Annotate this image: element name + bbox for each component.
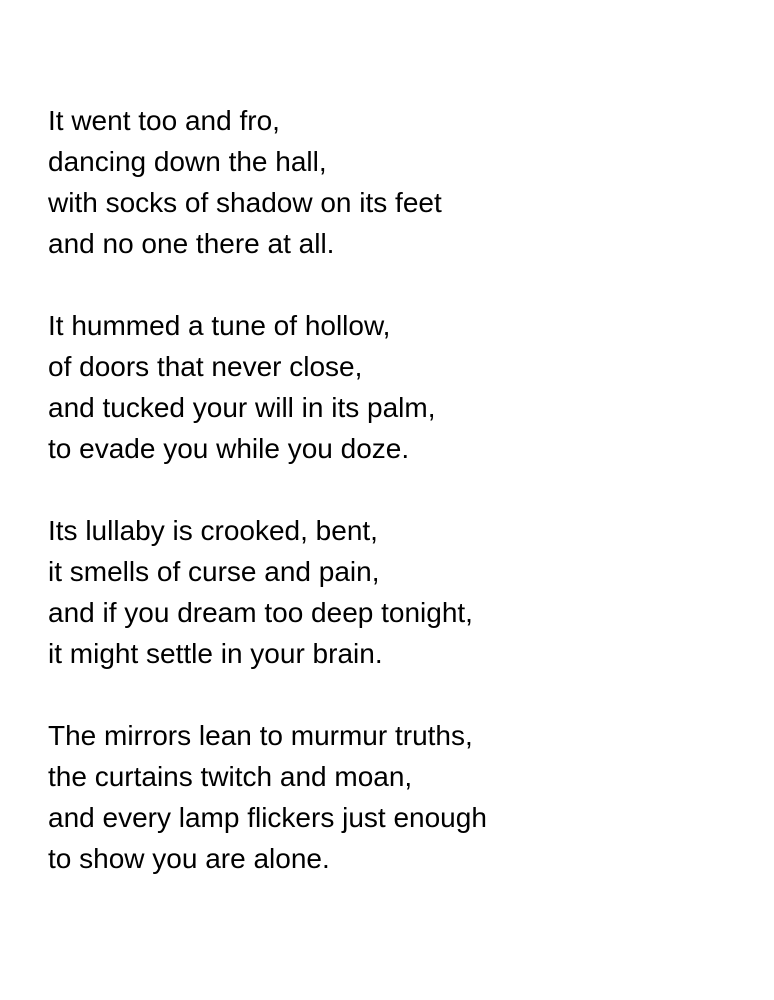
poem-body [48, 100, 748, 879]
stanza-1 [48, 100, 748, 264]
poem-line: it smells of curse and pain, [48, 556, 380, 587]
poem-line: It went too and fro, [48, 105, 280, 136]
poem-line: dancing down the hall, [48, 146, 327, 177]
poem-line: with socks of shadow on its feet [48, 187, 442, 218]
stanza-3 [48, 510, 748, 674]
stanza-2 [48, 305, 748, 469]
poem-line: the curtains twitch and moan, [48, 761, 413, 792]
poem-line: to evade you while you doze. [48, 433, 410, 464]
poem-line: and if you dream too deep tonight, [48, 597, 473, 628]
stanza-4 [48, 715, 748, 879]
poem-line: it might settle in your brain. [48, 638, 383, 669]
poem-line: and no one there at all. [48, 228, 335, 259]
poem-line: of doors that never close, [48, 351, 363, 382]
poem-line: to show you are alone. [48, 843, 330, 874]
poem-line: It hummed a tune of hollow, [48, 310, 391, 341]
poem-line: and tucked your will in its palm, [48, 392, 436, 423]
poem-line: The mirrors lean to murmur truths, [48, 720, 473, 751]
poem-line: and every lamp flickers just enough [48, 802, 487, 833]
poem-line: Its lullaby is crooked, bent, [48, 515, 378, 546]
